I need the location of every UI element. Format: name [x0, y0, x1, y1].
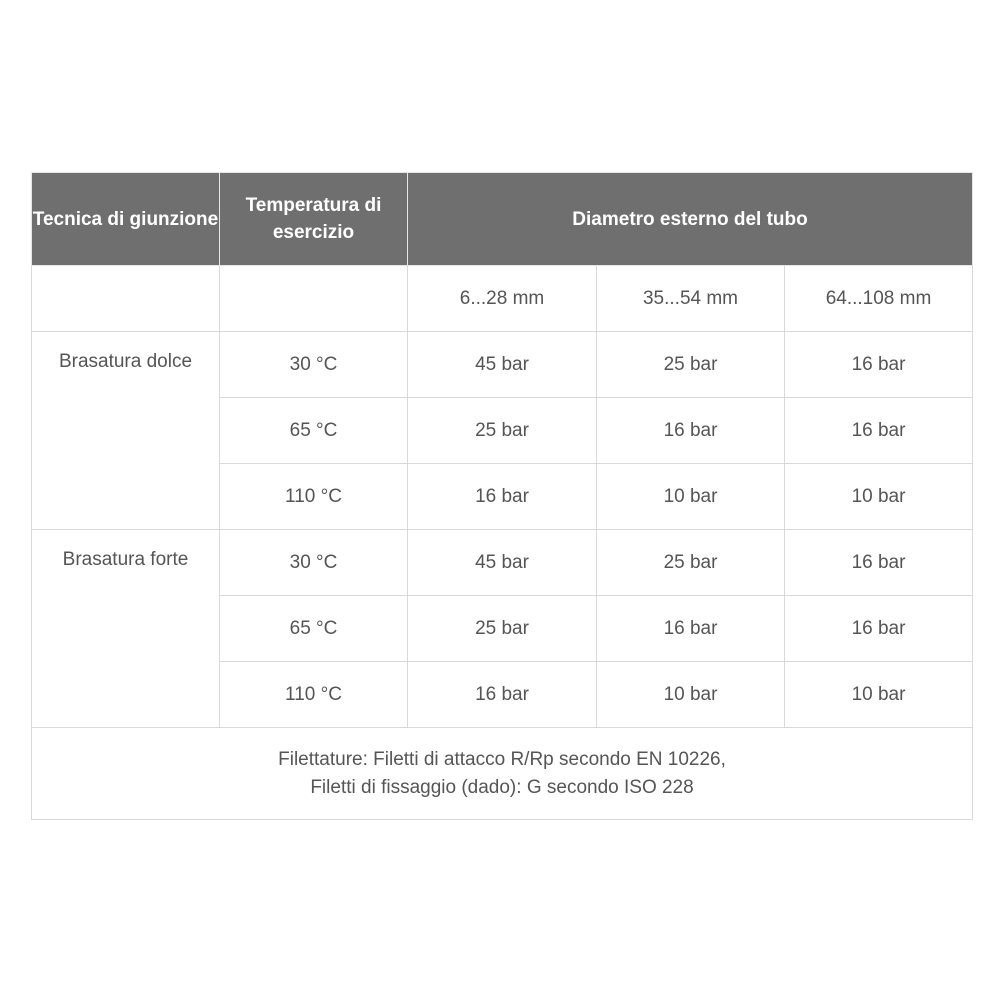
temperature-cell: 65 °C — [220, 596, 408, 662]
header-technique: Tecnica di giunzione — [32, 173, 220, 266]
pressure-cell: 10 bar — [785, 464, 973, 530]
pressure-cell: 16 bar — [785, 398, 973, 464]
pressure-cell: 45 bar — [408, 530, 597, 596]
table-row — [32, 530, 973, 596]
temperature-cell: 110 °C — [220, 464, 408, 530]
pressure-cell: 25 bar — [408, 398, 597, 464]
header-temperature: Temperatura di esercizio — [220, 173, 408, 266]
pressure-cell: 16 bar — [785, 530, 973, 596]
pressure-cell: 45 bar — [408, 332, 597, 398]
diameter-range-row — [32, 266, 973, 332]
footer-row — [32, 728, 973, 820]
temperature-cell: 110 °C — [220, 662, 408, 728]
header-diameter: Diametro esterno del tubo — [408, 173, 973, 266]
threads-note-line-1: Filettature: Filetti di attacco R/Rp secondo EN 10226, — [278, 748, 726, 770]
table-row — [32, 332, 973, 398]
pressure-spec-table — [31, 172, 973, 820]
header-row — [32, 173, 973, 266]
pressure-cell: 16 bar — [785, 596, 973, 662]
pressure-cell: 25 bar — [408, 596, 597, 662]
pressure-cell: 16 bar — [408, 662, 597, 728]
technique-cell: Brasatura forte — [32, 530, 220, 728]
pressure-cell: 10 bar — [597, 662, 785, 728]
pressure-cell: 10 bar — [597, 464, 785, 530]
diameter-range-cell: 6...28 mm — [408, 266, 597, 332]
pressure-cell: 16 bar — [597, 398, 785, 464]
pressure-cell: 16 bar — [408, 464, 597, 530]
pressure-cell: 25 bar — [597, 530, 785, 596]
pressure-cell: 10 bar — [785, 662, 973, 728]
empty-cell — [32, 266, 220, 332]
threads-note-line-2: Filetti di fissaggio (dado): G secondo ISO 228 — [310, 776, 694, 798]
pressure-cell: 16 bar — [597, 596, 785, 662]
diameter-range-cell: 64...108 mm — [785, 266, 973, 332]
temperature-cell: 30 °C — [220, 332, 408, 398]
temperature-cell: 65 °C — [220, 398, 408, 464]
technique-cell: Brasatura dolce — [32, 332, 220, 530]
pressure-cell: 25 bar — [597, 332, 785, 398]
threads-note — [32, 728, 973, 820]
pressure-cell: 16 bar — [785, 332, 973, 398]
diameter-range-cell: 35...54 mm — [597, 266, 785, 332]
empty-cell — [220, 266, 408, 332]
temperature-cell: 30 °C — [220, 530, 408, 596]
